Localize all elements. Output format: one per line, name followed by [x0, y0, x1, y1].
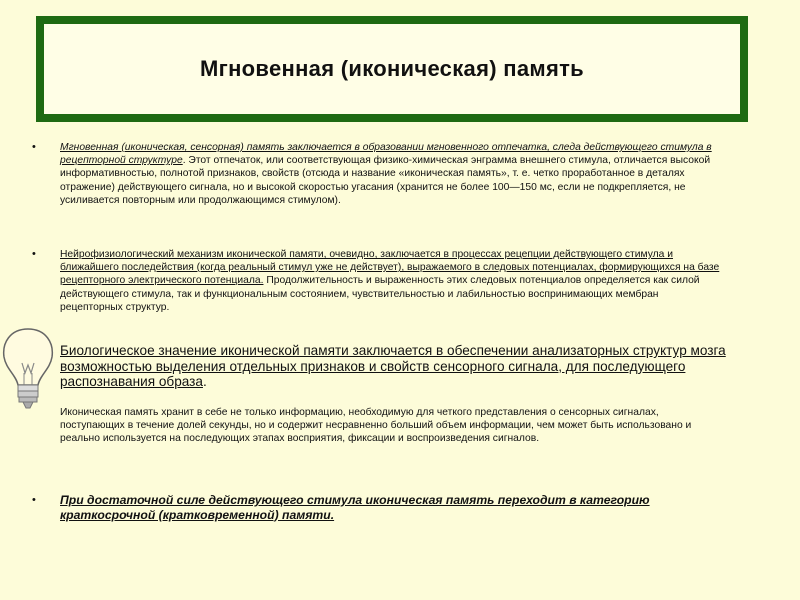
significance-rest: .	[202, 374, 207, 389]
bullet-3: •	[32, 494, 36, 506]
paragraph-transition-to-short-term	[60, 493, 740, 522]
paragraph-iconic-memory-capacity: Иконическая память хранит в себе не только информацию, необходимую для четкого представления о сенсорных сигналах, поступающих в течение долей секунды, но и содержит несравненно больший объем информации, чем может быть использовано и реально используется на последующих этапах восприятия, фиксации и воспроизведения сигналов.	[60, 407, 692, 445]
mechanism-underlined: Нейрофизиологический механизм иконической памяти, очевидно, заключается в процессах рецепции действующего стимула и ближайшего последействия (когда реальный стимул уже не действует), выражаемого в следовых потенциалах, формирующихся на базе рецепторного электрического потенциала.	[60, 249, 720, 287]
page-title: Мгновенная (иконическая) память	[200, 56, 584, 81]
paragraph-iconic-memory-definition	[60, 141, 720, 207]
bullet-1: •	[32, 141, 36, 153]
mechanism-rest: Продолжительность и выраженность этих следовых потенциалов определяется как силой действующего стимула, так и функциональным состоянием, чувствительностью и лабильностью воспринимающих мембран рецепторных структур.	[60, 275, 700, 313]
paragraph-neurophysiological-mechanism	[60, 248, 720, 314]
paragraph-biological-significance	[60, 343, 740, 390]
definition-rest: . Этот отпечаток, или соответствующая физико-химическая энграмма внешнего стимула, отличается высокой информативностью, полнотой признаков, свойств (отсюда и название «иконическая память», т. е. четко проработанное в деталях отражение) действующего сигнала, но и высокой скоростью угасания (хранится не более 100—150 мс, если не подкрепляется, не усиливается повторным или продолжающимся стимулом).	[60, 155, 711, 206]
bullet-2: •	[32, 248, 36, 260]
significance-underlined: Биологическое значение иконической памяти заключается в обеспечении анализаторных структур мозга возможностью выделения отдельных признаков и свойств сенсорного сигнала, для последующего распознавания образа	[60, 343, 726, 389]
lightbulb-icon	[0, 323, 56, 413]
title-frame	[36, 16, 748, 122]
transition-underlined: При достаточной силе действующего стимула иконическая память переходит в категорию краткосрочной (кратковременной) памяти.	[60, 493, 650, 522]
definition-underlined: Мгновенная (иконическая, сенсорная) память заключается в образовании мгновенного отпечатка, следа действующего стимула в рецепторной структуре	[60, 142, 712, 167]
